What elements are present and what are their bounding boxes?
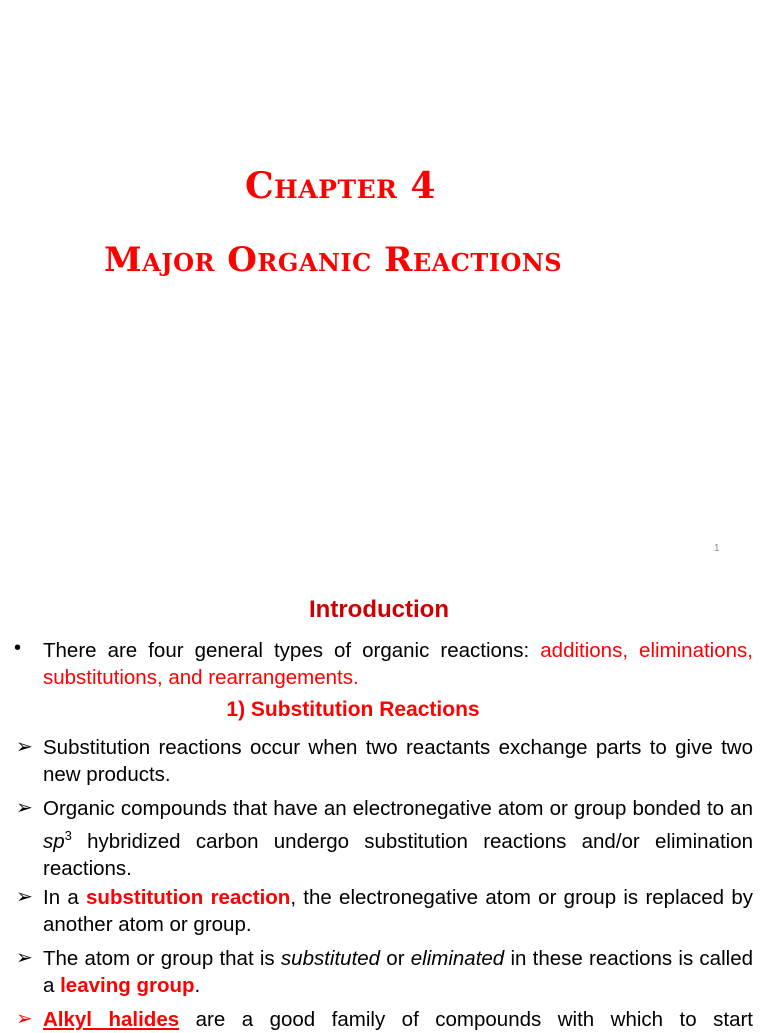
intro-paragraph bbox=[43, 637, 753, 691]
slide-2 bbox=[0, 578, 768, 1031]
highlight-term: Alkyl halides bbox=[43, 1008, 180, 1031]
text-segment: in these reactions is called a bbox=[43, 947, 753, 997]
highlight-term: substitution reaction bbox=[86, 886, 291, 909]
highlight-term: leaving group bbox=[60, 974, 195, 997]
arrow-bullet-icon: ➢ bbox=[16, 1008, 33, 1030]
intro-highlight: additions, eliminations, substitutions, and rearrangements. bbox=[43, 639, 753, 689]
subsection-heading: 1) Substitution Reactions bbox=[226, 698, 480, 721]
text-segment: hybridized carbon undergo substitution reactions and/or elimination reactions. bbox=[43, 829, 753, 880]
text-segment: The atom or group that is bbox=[43, 947, 281, 970]
text-segment: Organic compounds that have an electronegative atom or group bonded to an bbox=[43, 797, 753, 820]
text-segment: are a good family of compounds with which to start bbox=[179, 1008, 753, 1031]
intro-text: There are four general types of organic reactions: bbox=[43, 639, 541, 662]
text-segment: , the electronegative atom or group is replaced by another atom or group. bbox=[43, 886, 753, 936]
text-segment: . bbox=[194, 974, 201, 997]
arrow-bullet-icon: ➢ bbox=[16, 797, 33, 819]
bullet-dot-icon: • bbox=[14, 637, 22, 659]
arrow-bullet-icon: ➢ bbox=[16, 736, 33, 758]
text-segment: In a bbox=[43, 886, 87, 909]
slide-title: Major Organic Reactions bbox=[104, 240, 563, 280]
list-item bbox=[43, 1006, 753, 1033]
list-item bbox=[43, 795, 753, 882]
list-item bbox=[43, 945, 753, 999]
arrow-bullet-icon: ➢ bbox=[16, 947, 33, 969]
text-segment: or bbox=[380, 947, 411, 970]
italic-term: eliminated bbox=[410, 947, 505, 970]
arrow-bullet-icon: ➢ bbox=[16, 886, 33, 908]
list-item bbox=[43, 884, 753, 938]
page-number: 1 bbox=[714, 543, 720, 554]
superscript: 3 bbox=[64, 828, 72, 843]
italic-term: sp bbox=[43, 829, 65, 853]
list-item: Substitution reactions occur when two reactants exchange parts to give two new products. bbox=[43, 736, 753, 786]
italic-term: substituted bbox=[280, 947, 381, 970]
chapter-heading: Chapter 4 bbox=[245, 165, 436, 207]
section-title: Introduction bbox=[309, 596, 449, 623]
